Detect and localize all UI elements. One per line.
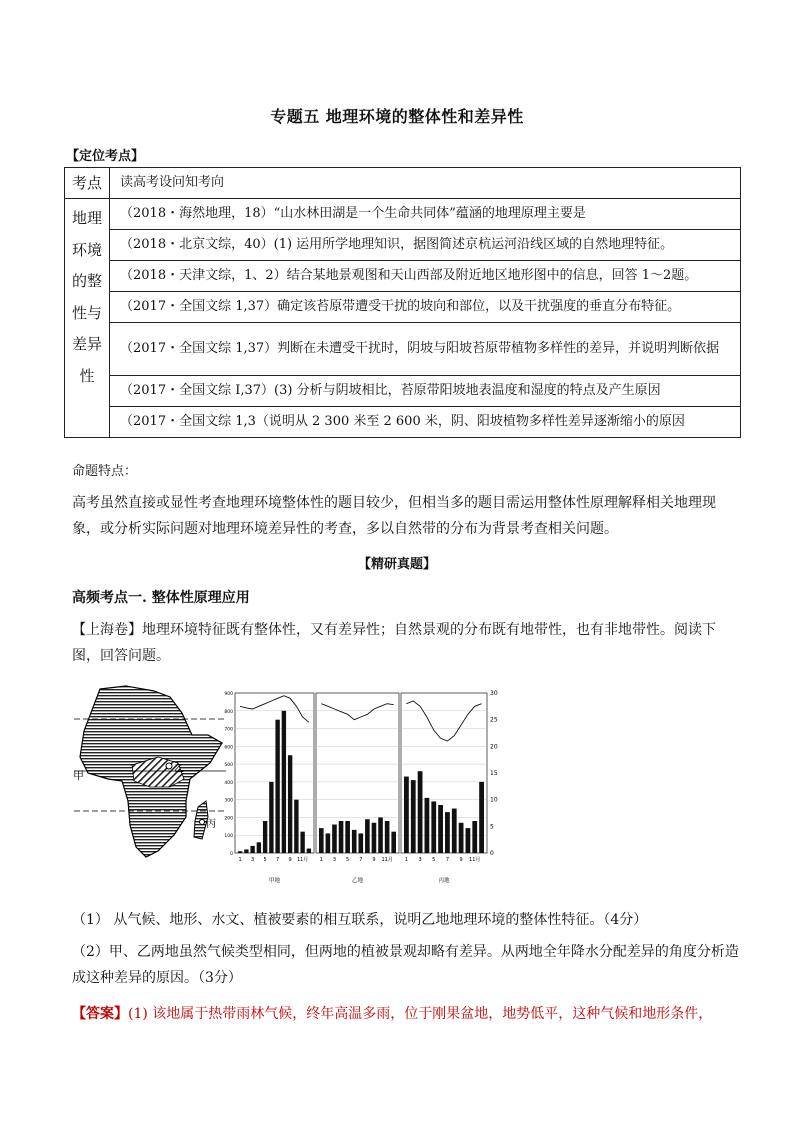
precipitation-bar — [452, 809, 457, 853]
precipitation-bar — [326, 833, 331, 853]
side-label-line: 性与 — [71, 303, 102, 322]
x-tick-label: 5 — [263, 857, 267, 863]
precipitation-bar — [365, 819, 370, 853]
table-cell: （2017・全国文综 1,37）确定该苔原带遭受干扰的坡向和部位，以及干扰强度的垂直分布特征。 — [110, 292, 741, 323]
x-tick-label: 11月 — [469, 857, 481, 863]
map-label-yi: 乙 — [174, 764, 184, 775]
location-marker-bing — [200, 820, 205, 825]
table-row — [65, 407, 741, 438]
precipitation-bar — [404, 777, 409, 853]
precipitation-bar — [275, 720, 279, 853]
precipitation-bar — [479, 782, 484, 853]
precipitation-bar — [269, 782, 273, 853]
precipitation-bar — [431, 801, 436, 853]
x-tick-label: 3 — [418, 857, 422, 863]
answer-tag: 【答案】 — [72, 1006, 128, 1022]
right-axis-tick-label: 10 — [490, 796, 498, 804]
x-tick-label: 3 — [251, 857, 255, 863]
precipitation-bar — [257, 842, 261, 853]
table-row — [65, 199, 741, 230]
precipitation-bar — [282, 711, 286, 853]
left-axis-tick-label: 300 — [224, 798, 233, 804]
temperature-line — [406, 701, 481, 741]
table-row — [65, 230, 741, 261]
answer-text: (1) 该地属于热带雨林气候，终年高温多雨，位于刚果盆地，地势低平，这种气候和地形条件， — [128, 1006, 713, 1022]
header-cell-direction: 读高考设问知考向 — [110, 168, 741, 199]
side-label-line: 差异 — [71, 335, 102, 353]
table-cell: （2017・全国文综 1,3（说明从 2 300 米至 2 600 米，阴、阳坡植物多样性差异逐渐缩小的原因 — [110, 407, 741, 438]
question-2: （2）甲、乙两地虽然气候类型相同，但两地的植被景观却略有差异。从两地全年降水分配差异的角度分析造成这种差异的原因。（3分） — [72, 944, 739, 986]
precipitation-bar — [425, 798, 430, 853]
climate-charts — [226, 685, 500, 885]
precipitation-bar — [438, 805, 443, 853]
right-axis-tick-label: 0 — [490, 850, 494, 857]
x-tick-label: 11月 — [296, 857, 309, 863]
x-tick-label: 7 — [359, 857, 363, 863]
temperature-line — [240, 696, 309, 723]
precipitation-bar — [466, 828, 471, 853]
left-axis-tick-label: 100 — [224, 834, 233, 840]
precipitation-bar — [411, 780, 416, 853]
left-axis-tick-label: 400 — [224, 780, 233, 786]
exam-point-table — [64, 167, 741, 438]
question-intro: 【上海卷】地理环境特征既有整体性，又有差异性；自然景观的分布既有地带性，也有非地带性。阅读下图，回答问题。 — [72, 622, 716, 664]
precipitation-bar — [294, 800, 298, 853]
x-tick-label: 5 — [346, 857, 350, 863]
precipitation-bar — [445, 812, 450, 853]
table-cell: （2017・全国文综 I,37）(3) 分析与阴坡相比，苔原带阳坡地表温度和湿度的特点及产生原因 — [110, 376, 741, 407]
left-axis-tick-label: 600 — [224, 745, 233, 751]
right-axis-tick-label: 20 — [490, 743, 498, 751]
right-axis-tick-label: 15 — [490, 770, 498, 777]
page-title: 专题五 地理环境的整体性和差异性 — [270, 107, 524, 126]
precipitation-bar — [319, 828, 324, 853]
chart-panel-name: 丙地 — [438, 878, 450, 884]
precipitation-bar — [288, 755, 292, 853]
precipitation-bar — [300, 832, 304, 853]
left-axis-tick-label: 0 — [230, 852, 233, 857]
left-axis-tick-label: 900 — [224, 692, 233, 697]
section-locate: 【定位考点】 — [66, 149, 145, 164]
side-label — [65, 199, 110, 438]
map-label-bing: 丙 — [206, 819, 216, 830]
table-row — [65, 323, 741, 376]
x-tick-label: 9 — [372, 857, 376, 863]
precipitation-bar — [244, 849, 248, 853]
table-row — [65, 376, 741, 407]
x-tick-label: 7 — [276, 857, 280, 863]
table-cell: （2018・海然地理，18）“山水林田湖是一个生命共同体”蕴涵的地理原理主要是 — [110, 199, 741, 230]
chart-panel-name: 乙地 — [351, 878, 364, 884]
africa-map — [74, 683, 226, 861]
precipitation-bar — [385, 821, 390, 853]
precipitation-bar — [459, 823, 464, 853]
precipitation-bar — [345, 821, 350, 853]
right-axis-tick-label: 25 — [490, 716, 498, 724]
header-cell-point: 考点 — [65, 168, 110, 199]
precipitation-bar — [238, 851, 242, 853]
precipitation-bar — [352, 830, 357, 853]
side-label-line: 地理 — [71, 209, 102, 227]
map-label-jia: 甲 — [73, 769, 84, 782]
section-study: 【精研真题】 — [357, 557, 436, 572]
chart-panel-name: 甲地 — [268, 878, 281, 884]
x-tick-label: 11月 — [381, 857, 393, 863]
table-cell: （2018・北京文综，40）(1) 运用所学地理知识，据图简述京杭运河沿线区域的自然地理特征。 — [110, 230, 741, 261]
side-label-line: 的整 — [71, 272, 102, 290]
table-row — [65, 261, 741, 292]
precipitation-bar — [263, 821, 267, 853]
location-marker-yi — [166, 763, 172, 769]
table-cell: （2018・天津文综，1、2）结合某地景观图和天山西部及附近地区地形图中的信息，回答 1～2题。 — [110, 261, 741, 292]
x-tick-label: 1 — [404, 857, 409, 863]
precipitation-bar — [418, 771, 423, 853]
precipitation-bar — [372, 823, 377, 853]
temperature-line — [321, 704, 393, 720]
precipitation-bar — [472, 821, 477, 853]
x-tick-label: 1 — [319, 857, 323, 863]
precipitation-bar — [339, 821, 344, 853]
x-tick-label: 3 — [332, 857, 337, 863]
x-tick-label: 9 — [288, 857, 292, 863]
side-label-line: 性 — [79, 366, 95, 385]
features-label: 命题特点： — [72, 464, 138, 479]
table-header-row — [65, 168, 741, 199]
right-axis-tick-label: 5 — [490, 823, 494, 831]
answer — [72, 1001, 742, 1027]
right-axis-tick-label: 30 — [490, 690, 498, 697]
question-1: （1） 从气候、地形、水文、植被要素的相互联系，说明乙地地理环境的整体性特征。（4分） — [72, 912, 648, 928]
x-tick-label: 1 — [238, 857, 242, 863]
point-title: 高频考点一. 整体性原理应用 — [72, 590, 250, 606]
table-cell: （2017・全国文综 1,37）判断在未遭受干扰时，阴坡与阳坡苔原带植物多样性的差异，并说明判断依据 — [110, 323, 741, 376]
x-tick-label: 7 — [445, 857, 450, 863]
precipitation-bar — [358, 833, 363, 853]
precipitation-bar — [307, 849, 311, 853]
left-axis-tick-label: 500 — [224, 763, 233, 769]
precipitation-bar — [332, 825, 337, 853]
precipitation-bar — [250, 846, 254, 853]
side-label-line: 环境 — [71, 240, 102, 259]
left-axis-tick-label: 700 — [224, 727, 233, 733]
table-row — [65, 292, 741, 323]
left-axis-tick-label: 200 — [224, 816, 233, 822]
precipitation-bar — [378, 817, 383, 853]
precipitation-bar — [391, 832, 396, 853]
features-text: 高考虽然直接或显性考查地理环境整体性的题目较少，但相当多的题目需运用整体性原理解释相关地理现象，或分析实际问题对地理环境差异性的考查，多以自然带的分布为背景考查相关问题。 — [72, 495, 716, 537]
x-tick-label: 9 — [459, 857, 463, 863]
x-tick-label: 5 — [432, 857, 436, 863]
left-axis-tick-label: 800 — [224, 709, 233, 715]
